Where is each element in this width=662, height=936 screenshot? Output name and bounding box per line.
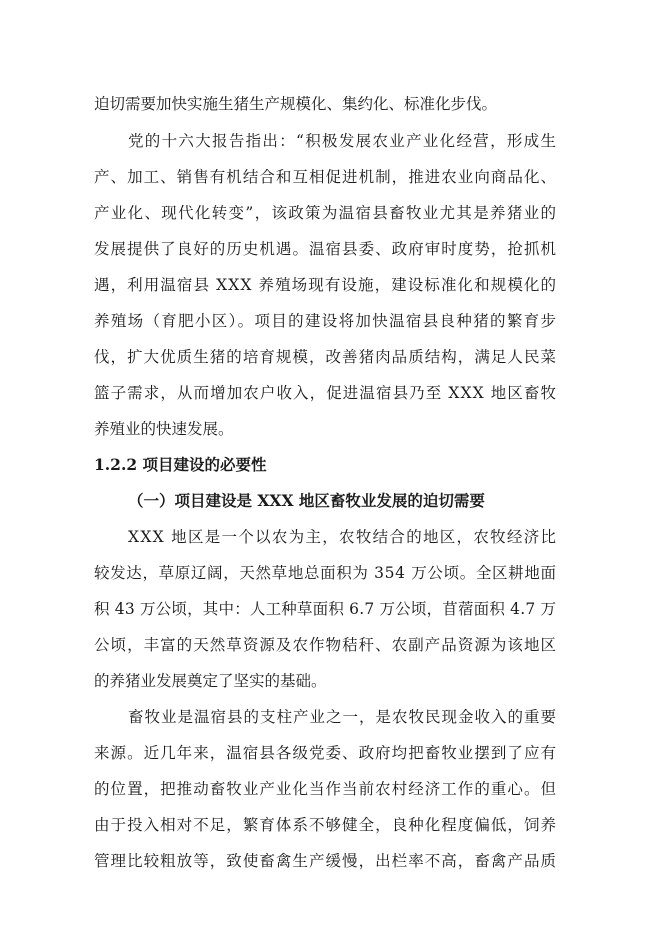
paragraph-line: 积 43 万公顷，其中：人工种草面积 6.7 万公顷，苜蓿面积 4.7 万: [94, 600, 557, 618]
subsection-heading: （一）项目建设是 XXX 地区畜牧业发展的迫切需要: [128, 491, 485, 510]
paragraph-line: 的养猪业发展奠定了坚实的基础。: [94, 672, 327, 690]
section-heading: 1.2.2 项目建设的必要性: [94, 455, 267, 474]
paragraph-line: 发展提供了良好的历史机遇。温宿县委、政府审时度势，抢抓机: [94, 240, 558, 258]
paragraph-line: 来源。近几年来，温宿县各级党委、政府均把畜牧业摆到了应有: [94, 744, 558, 762]
paragraph-line: 畜牧业是温宿县的支柱产业之一，是农牧民现金收入的重要: [128, 708, 557, 726]
paragraph-line: 较发达，草原辽阔，天然草地总面积为 354 万公顷。全区耕地面: [94, 564, 557, 582]
paragraph-line: 的位置，把推动畜牧业产业化当作当前农村经济工作的重心。但: [94, 780, 558, 798]
paragraph-line: 由于投入相对不足，繁育体系不够健全，良种化程度偏低，饲养: [94, 816, 558, 834]
paragraph-line: 篮子需求，从而增加农户收入，促进温宿县乃至 XXX 地区畜牧: [94, 384, 558, 402]
paragraph-line: 公顷，丰富的天然草资源及农作物秸秆、农副产品资源为该地区: [94, 636, 558, 654]
paragraph-line: 遇，利用温宿县 XXX 养殖场现有设施，建设标准化和规模化的: [94, 276, 558, 294]
paragraph-line: XXX 地区是一个以农为主，农牧结合的地区，农牧经济比: [128, 528, 558, 546]
paragraph-line: 产、加工、销售有机结合和互相促进机制，推进农业向商品化、: [94, 168, 558, 186]
paragraph-line: 养殖业的快速发展。: [94, 420, 234, 438]
paragraph-line: 伐，扩大优质生猪的培育规模，改善猪肉品质结构，满足人民菜: [94, 348, 558, 366]
paragraph-line: 产业化、现代化转变”，该政策为温宿县畜牧业尤其是养猪业的: [94, 204, 558, 222]
paragraph-line: 党的十六大报告指出：“积极发展农业产业化经营，形成生: [128, 132, 558, 150]
paragraph-line: 迫切需要加快实施生猪生产规模化、集约化、标准化步伐。: [94, 95, 498, 113]
paragraph-line: 管理比较粗放等，致使畜禽生产缓慢，出栏率不高，畜禽产品质: [94, 852, 558, 870]
paragraph-line: 养殖场（育肥小区）。项目的建设将加快温宿县良种猪的繁育步: [94, 312, 558, 330]
